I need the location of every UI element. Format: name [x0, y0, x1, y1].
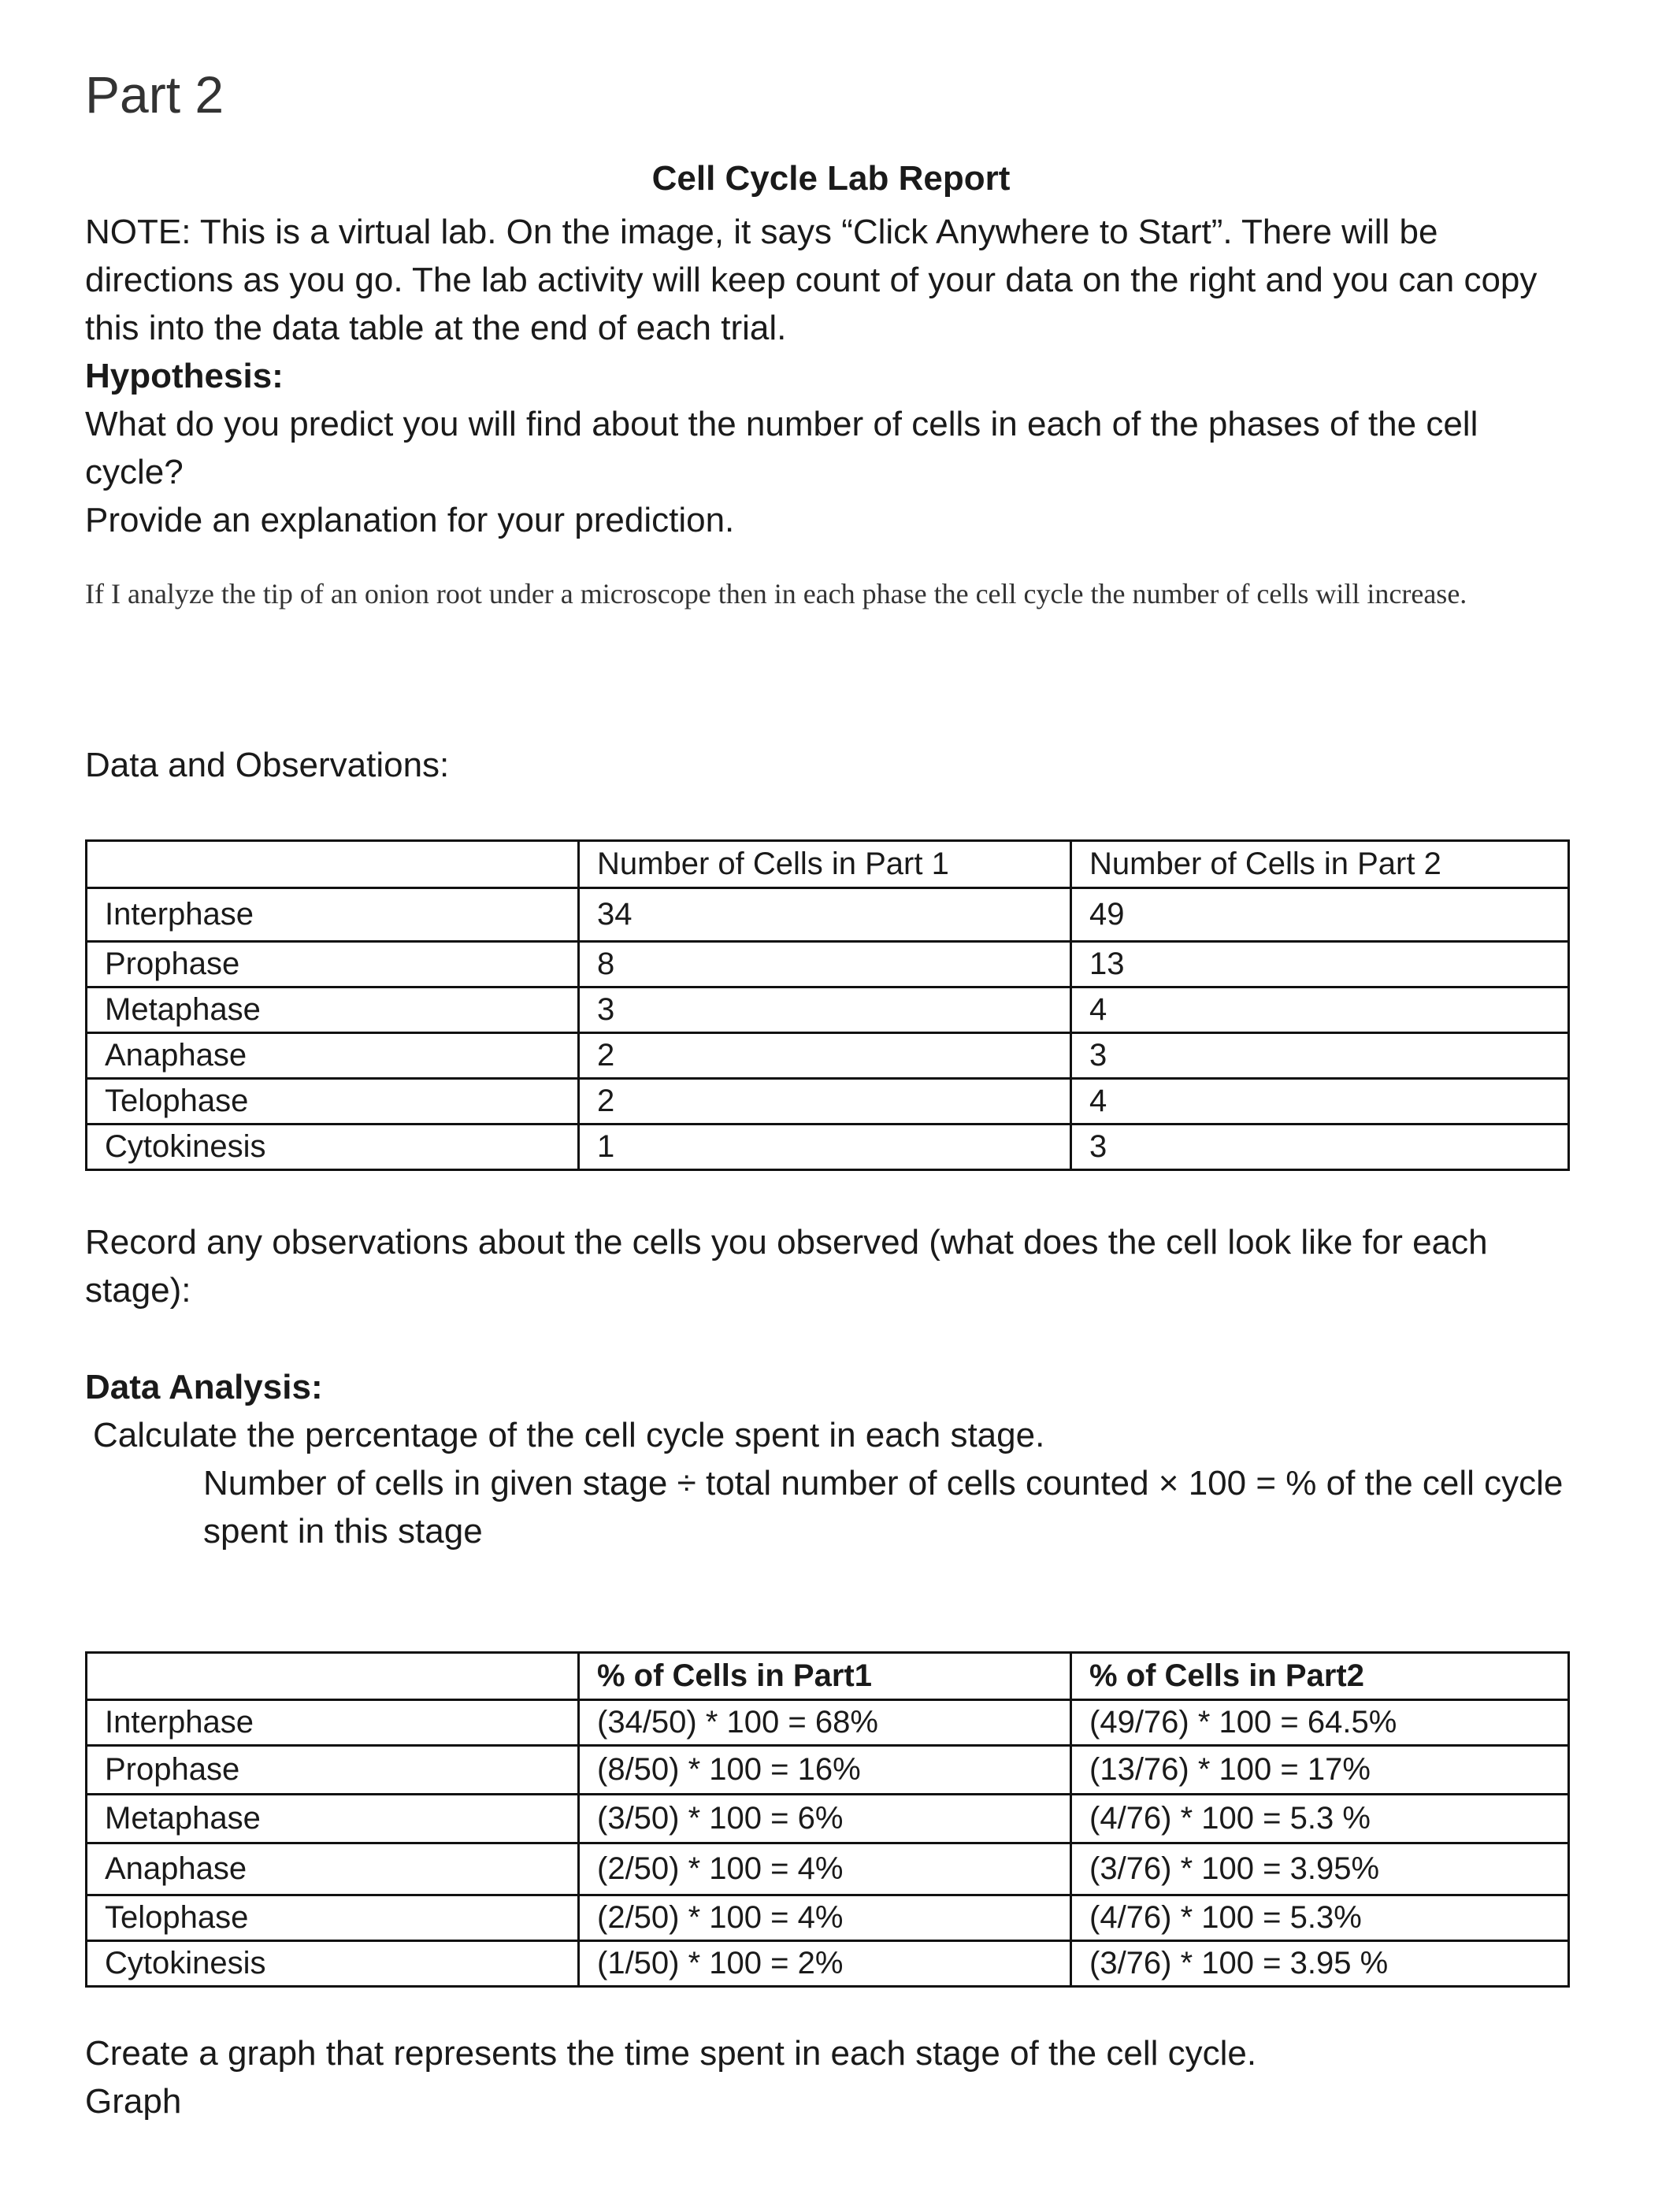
value-cell: 1: [579, 1125, 1071, 1170]
table-row: [87, 987, 1569, 1033]
analysis-formula: Number of cells in given stage ÷ total number of cells counted × 100 = % of the cell cycle spent in this stage: [203, 1464, 1564, 1551]
hypothesis-answer: If I analyze the tip of an onion root under a microscope then in each phase the cell cycle the number of cells will increase.: [85, 578, 1467, 610]
stage-cell: Cytokinesis: [87, 1941, 579, 1987]
value-cell: (49/76) * 100 = 64.5%: [1071, 1700, 1569, 1746]
cell-count-table: [85, 839, 1570, 1171]
value-cell: (34/50) * 100 = 68%: [579, 1700, 1071, 1746]
value-cell: (4/76) * 100 = 5.3 %: [1071, 1795, 1569, 1843]
note-paragraph: NOTE: This is a virtual lab. On the image, it says “Click Anywhere to Start”. There will be directions as you go. The lab activity will keep count of your data on the right and you can copy this into the data table at the end of each trial.: [85, 213, 1538, 347]
table-row: [87, 888, 1569, 942]
stage-cell: Cytokinesis: [87, 1125, 579, 1170]
value-cell: 49: [1071, 888, 1569, 942]
value-cell: (3/76) * 100 = 3.95 %: [1071, 1941, 1569, 1987]
value-cell: (8/50) * 100 = 16%: [579, 1746, 1071, 1795]
value-cell: (4/76) * 100 = 5.3%: [1071, 1895, 1569, 1941]
hypothesis-heading: Hypothesis:: [85, 357, 284, 395]
table-row: [87, 1700, 1569, 1746]
value-cell: 34: [579, 888, 1071, 942]
table-row: [87, 1125, 1569, 1170]
value-cell: 2: [579, 1033, 1071, 1079]
stage-cell: Telophase: [87, 1079, 579, 1125]
table-row: [87, 1843, 1569, 1895]
table-header-row: [87, 841, 1569, 888]
stage-cell: Anaphase: [87, 1843, 579, 1895]
value-cell: (1/50) * 100 = 2%: [579, 1941, 1071, 1987]
table-row: [87, 1033, 1569, 1079]
table-row: [87, 942, 1569, 987]
header-cell: % of Cells in Part2: [1071, 1653, 1569, 1700]
stage-cell: Interphase: [87, 888, 579, 942]
value-cell: (3/76) * 100 = 3.95%: [1071, 1843, 1569, 1895]
value-cell: (13/76) * 100 = 17%: [1071, 1746, 1569, 1795]
hypothesis-instruction: Provide an explanation for your prediction.: [85, 501, 735, 539]
header-cell: [87, 841, 579, 888]
stage-cell: Telophase: [87, 1895, 579, 1941]
value-cell: 3: [579, 987, 1071, 1033]
table-header-row: [87, 1653, 1569, 1700]
value-cell: 4: [1071, 987, 1569, 1033]
table-row: [87, 1746, 1569, 1795]
value-cell: 3: [1071, 1033, 1569, 1079]
value-cell: (2/50) * 100 = 4%: [579, 1895, 1071, 1941]
graph-label: Graph: [85, 2082, 182, 2121]
table-row: [87, 1941, 1569, 1987]
table-row: [87, 1895, 1569, 1941]
analysis-heading: Data Analysis:: [85, 1368, 323, 1406]
value-cell: (2/50) * 100 = 4%: [579, 1843, 1071, 1895]
data-observations-heading: Data and Observations:: [85, 746, 450, 784]
stage-cell: Prophase: [87, 942, 579, 987]
value-cell: 2: [579, 1079, 1071, 1125]
stage-cell: Metaphase: [87, 987, 579, 1033]
header-cell: Number of Cells in Part 2: [1071, 841, 1569, 888]
analysis-instruction: Calculate the percentage of the cell cycle spent in each stage.: [93, 1416, 1045, 1454]
part-heading: Part 2: [85, 65, 224, 124]
value-cell: 4: [1071, 1079, 1569, 1125]
report-title: Cell Cycle Lab Report: [651, 159, 1011, 198]
stage-cell: Interphase: [87, 1700, 579, 1746]
value-cell: 3: [1071, 1125, 1569, 1170]
value-cell: 13: [1071, 942, 1569, 987]
stage-cell: Prophase: [87, 1746, 579, 1795]
graph-prompt: Create a graph that represents the time spent in each stage of the cell cycle.: [85, 2034, 1257, 2073]
observations-prompt: Record any observations about the cells you observed (what does the cell look like for each stage):: [85, 1223, 1488, 1310]
value-cell: 8: [579, 942, 1071, 987]
stage-cell: Anaphase: [87, 1033, 579, 1079]
header-cell: Number of Cells in Part 1: [579, 841, 1071, 888]
header-cell: % of Cells in Part1: [579, 1653, 1071, 1700]
value-cell: (3/50) * 100 = 6%: [579, 1795, 1071, 1843]
table-row: [87, 1795, 1569, 1843]
hypothesis-question: What do you predict you will find about the number of cells in each of the phases of the cell cycle?: [85, 405, 1478, 491]
percentage-table: [85, 1651, 1570, 1988]
stage-cell: Metaphase: [87, 1795, 579, 1843]
header-cell: [87, 1653, 579, 1700]
table-row: [87, 1079, 1569, 1125]
